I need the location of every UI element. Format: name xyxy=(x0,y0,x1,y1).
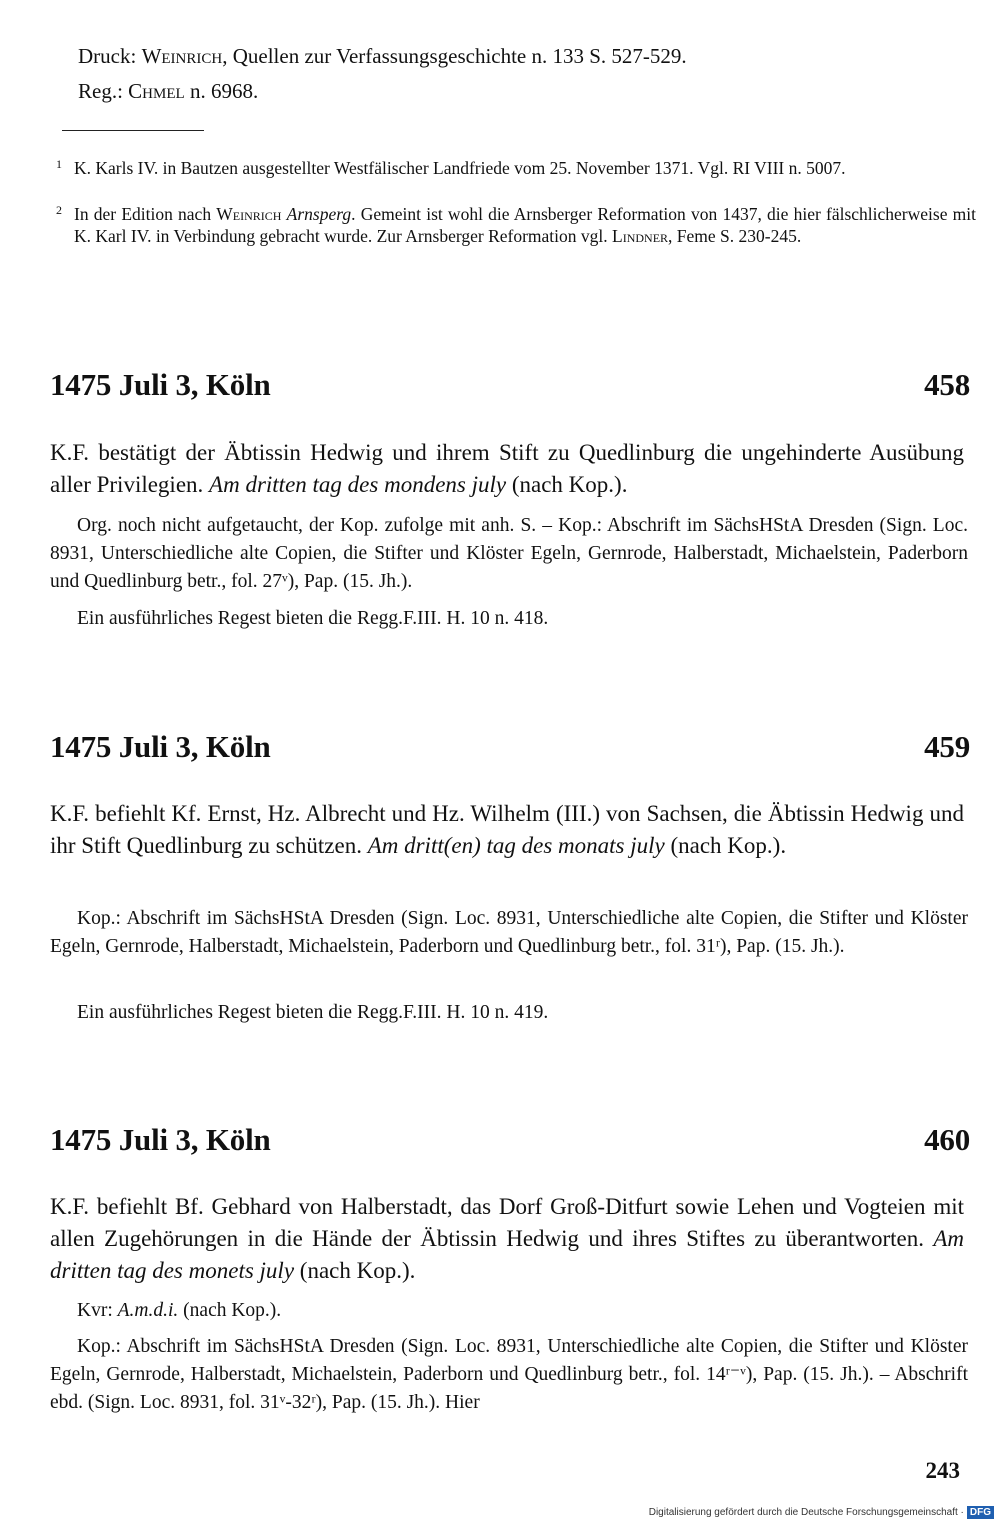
footnote-1 xyxy=(56,157,976,179)
reg-line xyxy=(78,77,258,105)
entry-regest xyxy=(50,437,964,501)
entry-heading xyxy=(50,729,970,765)
entry-heading xyxy=(50,1122,970,1158)
dfg-logo: DFG xyxy=(967,1506,994,1519)
footnote-text-part: . Gemeint ist wohl die Arnsberger Reformation von 1437, die hier fälschlicherweise mit K. Karl IV. in Verbindung gebracht wurde. Zur Arnsberger Reformation vgl. xyxy=(74,204,976,246)
footnote-number: 2 xyxy=(56,203,62,217)
entry-date: 1475 Juli 3, Köln xyxy=(50,1122,271,1157)
entry-number: 459 xyxy=(924,729,970,764)
footnote-text xyxy=(74,203,976,247)
dfg-footer xyxy=(649,1506,994,1519)
regest-date-quote: Am dritt(en) tag des monats july xyxy=(367,833,665,858)
entry-number: 458 xyxy=(924,367,970,402)
druck-text: , Quellen zur Verfassungsgeschichte n. 133 S. 527-529. xyxy=(222,44,687,68)
entry-tradition: Org. noch nicht aufgetaucht, der Kop. zufolge mit anh. S. – Kop.: Abschrift im SächsHStA Dresden (Sign. Loc. 8931, Unterschiedliche alte Copien, die Stifter und Klöster Egeln, Gernrode, Halberstadt, Michaelstein, Paderborn und Quedlinburg betr., fol. 27ᵛ), Pap. (15. Jh.). xyxy=(50,515,968,592)
entry-heading xyxy=(50,367,970,403)
entry-kvr xyxy=(50,1297,968,1325)
footnote-text-part: In der Edition nach xyxy=(74,204,217,224)
regest-text: K.F. befiehlt Bf. Gebhard von Halberstadt, das Dorf Groß-Ditfurt sowie Lehen und Vogteien mit allen Zugehörungen in die Hände der Äbtissin Hedwig und ihres Stiftes zu überantworten. xyxy=(50,1194,964,1251)
druck-author: Weinrich xyxy=(141,44,223,68)
entry-regest xyxy=(50,1191,964,1287)
footnote-author: Weinrich xyxy=(216,204,282,224)
entry-date: 1475 Juli 3, Köln xyxy=(50,729,271,764)
dfg-footer-text: Digitalisierung gefördert durch die Deutsche Forschungsgemeinschaft · xyxy=(648,1507,964,1518)
entry-date: 1475 Juli 3, Köln xyxy=(50,367,271,402)
regest-date-quote: Am dritten tag des mondens july xyxy=(209,472,507,497)
footnote-author: Lindner xyxy=(612,226,669,246)
regest-source: (nach Kop.). xyxy=(294,1258,416,1283)
kvr-label: Kvr: xyxy=(77,1300,118,1321)
footnote-divider xyxy=(62,130,204,131)
entry-literature: Ein ausführliches Regest bieten die Regg.F.III. H. 10 n. 419. xyxy=(77,1002,549,1023)
entry-tradition: Kop.: Abschrift im SächsHStA Dresden (Sign. Loc. 8931, Unterschiedliche alte Copien, die Stifter und Klöster Egeln, Gernrode, Halberstadt, Michaelstein, Paderborn und Quedlinburg betr., fol. 31ʳ), Pap. (15. Jh.). xyxy=(50,908,968,957)
regest-date-quote: Am dritten tag des monets july xyxy=(50,1226,964,1283)
reg-label: Reg.: xyxy=(78,79,129,103)
kvr-text: A.m.d.i. xyxy=(117,1300,179,1321)
regest-text: K.F. bestätigt der Äbtissin Hedwig und ihrem Stift zu Quedlinburg die ungehinderte Ausübung aller Privilegien. xyxy=(50,440,964,497)
footnote-text: K. Karls IV. in Bautzen ausgestellter Westfälischer Landfriede vom 25. November 1371. Vgl. RI VIII n. 5007. xyxy=(74,158,846,178)
footnote-number: 1 xyxy=(56,157,62,171)
regest-text: K.F. befiehlt Kf. Ernst, Hz. Albrecht und Hz. Wilhelm (III.) von Sachsen, die Äbtissin Hedwig und ihr Stift Quedlinburg zu schützen. xyxy=(50,801,964,858)
footnote-2 xyxy=(56,203,976,247)
regest-source: (nach Kop.). xyxy=(506,472,628,497)
entry-literature: Ein ausführliches Regest bieten die Regg.F.III. H. 10 n. 418. xyxy=(77,608,549,629)
druck-line xyxy=(78,42,687,70)
entry-number: 460 xyxy=(924,1122,970,1157)
entry-tradition: Kop.: Abschrift im SächsHStA Dresden (Sign. Loc. 8931, Unterschiedliche alte Copien, die Stifter und Klöster Egeln, Gernrode, Halberstadt, Michaelstein, Paderborn und Quedlinburg betr., fol. 14ʳ⁻ᵛ), Pap. (15. Jh.). – Abschrift ebd. (Sign. Loc. 8931, fol. 31ᵛ-32ʳ), Pap. (15. Jh.). Hier xyxy=(50,1336,968,1413)
footnote-italic: Arnsperg xyxy=(286,204,352,224)
druck-label: Druck: xyxy=(78,44,142,68)
reg-text: n. 6968. xyxy=(184,79,259,103)
entry-regest xyxy=(50,798,964,862)
regest-source: (nach Kop.). xyxy=(664,833,787,858)
kvr-source: (nach Kop.). xyxy=(178,1300,282,1321)
page-number: 243 xyxy=(925,1458,960,1483)
reg-author: Chmel xyxy=(128,79,185,103)
footnote-text-part: , Feme S. 230-245. xyxy=(668,226,802,246)
